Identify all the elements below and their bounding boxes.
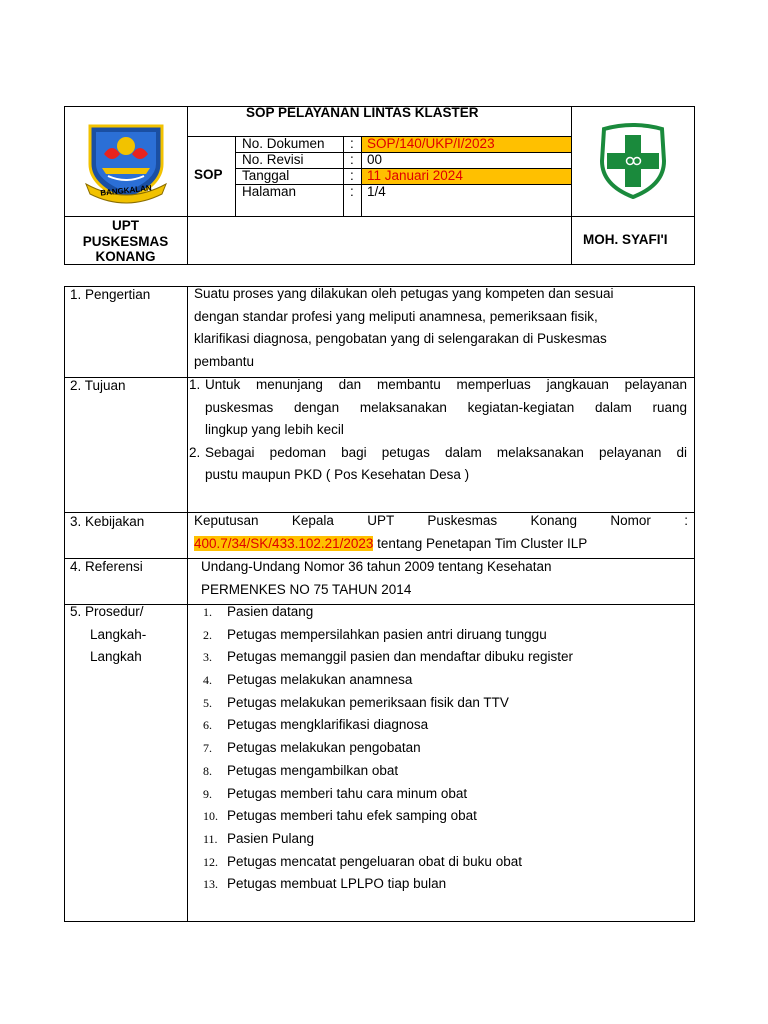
signatory-name: MOH. SYAFI'I: [583, 232, 668, 247]
section-label-kebijakan: 3. Kebijakan: [70, 514, 145, 529]
kebijakan-line-1: Keputusan Kepala UPT Puskesmas Konang Nomor :: [194, 513, 688, 528]
pengertian-line-4: pembantu: [194, 353, 255, 369]
pengertian-text: [194, 283, 688, 373]
tujuan-item-2: [189, 442, 687, 487]
tujuan-1-line-2: puskesmas dengan melaksanakan kegiatan-kegiatan dalam ruang: [205, 399, 687, 415]
procedure-step-text: Petugas memberi tahu efek samping obat: [227, 808, 477, 824]
meta-value-tanggal: [362, 169, 571, 184]
procedure-step-text: Petugas melakukan pengobatan: [227, 740, 421, 756]
referensi-line-2: PERMENKES NO 75 TAHUN 2014: [201, 581, 412, 597]
procedure-step: [203, 783, 683, 806]
kebijakan-line-2: [194, 533, 688, 556]
tujuan-1-line-3: lingkup yang lebih kecil: [205, 422, 344, 437]
logo-caption: BANGKALAN: [99, 183, 153, 198]
prosedur-label-3: Langkah: [90, 649, 142, 664]
procedure-step-text: Petugas mengklarifikasi diagnosa: [227, 717, 429, 733]
procedure-step-text: Petugas melakukan pemeriksaan fisik dan TTV: [227, 694, 509, 710]
procedure-step-number: 7.: [203, 741, 212, 756]
org-line-3: KONANG: [95, 249, 156, 264]
procedure-step-number: 12.: [203, 854, 218, 869]
procedure-step: [203, 714, 683, 737]
procedure-step-text: Petugas memanggil pasien dan mendaftar dibuku register: [227, 649, 573, 665]
meta-label-tanggal: Tanggal: [242, 168, 290, 183]
procedure-step: [203, 601, 683, 624]
prosedur-label-1: 5. Prosedur/: [70, 604, 144, 619]
meta-sep-halaman: :: [350, 184, 354, 199]
procedure-step: [203, 646, 683, 669]
procedure-step-text: Petugas membuat LPLPO tiap bulan: [227, 876, 447, 892]
section-label-prosedur: [70, 601, 182, 669]
kebijakan-text: [194, 510, 688, 555]
pengertian-line-1: Suatu proses yang dilakukan oleh petugas yang kompeten dan sesuai: [194, 286, 614, 301]
procedure-step-number: 10.: [203, 809, 218, 824]
procedure-step-number: 1.: [203, 605, 212, 619]
org-line-2: PUSKESMAS: [82, 233, 169, 249]
procedure-step-number: 4.: [203, 673, 212, 688]
tujuan-2-line-2: pustu maupun PKD ( Pos Kesehatan Desa ): [205, 467, 470, 482]
document-number: SOP/140/UKP/I/2023: [367, 136, 495, 151]
procedure-step-number: 11.: [203, 831, 218, 846]
tujuan-list: [189, 374, 687, 487]
prosedur-label-2: Langkah-: [90, 626, 147, 642]
decree-number: 400.7/34/SK/433.102.21/2023: [194, 535, 374, 551]
procedure-step: [203, 851, 683, 874]
org-line-1: UPT: [112, 218, 139, 233]
meta-label-dokumen: No. Dokumen: [242, 136, 325, 151]
procedure-step: [203, 760, 683, 783]
meta-sep-tanggal: :: [350, 168, 354, 183]
section-label-referensi: 4. Referensi: [70, 559, 143, 574]
procedure-step-number: 9.: [203, 786, 212, 801]
referensi-text: [201, 556, 681, 601]
kebijakan-line-2-rest: tentang Penetapan Tim Cluster ILP: [373, 535, 588, 551]
meta-sep-dokumen: :: [350, 136, 354, 151]
tujuan-num-1: 1.: [189, 377, 201, 392]
procedure-step-text: Petugas melakukan anamnesa: [227, 672, 413, 688]
procedure-step: [203, 624, 683, 647]
puskesmas-logo: [594, 121, 672, 199]
procedure-step-number: 5.: [203, 695, 212, 710]
organization-name: [64, 218, 187, 265]
meta-value-revisi: 00: [367, 152, 383, 167]
tujuan-2-line-1: Sebagai pedoman bagi petugas dalam melaksanakan pelayanan di: [205, 444, 687, 460]
procedure-step: [203, 873, 683, 896]
procedure-step-number: 6.: [203, 718, 212, 733]
pengertian-line-3: klarifikasi diagnosa, pengobatan yang di selengarakan di Puskesmas: [194, 331, 607, 346]
meta-value-dokumen: [362, 137, 571, 152]
bangkalan-logo: [82, 120, 170, 204]
tujuan-1-line-1: Untuk menunjang dan membantu memperluas jangkauan pelayanan: [205, 377, 687, 392]
procedure-step-text: Petugas mencatat pengeluaran obat di buku obat: [227, 853, 522, 869]
procedure-step: [203, 805, 683, 828]
procedure-step: [203, 669, 683, 692]
procedure-step-text: Petugas mengambilkan obat: [227, 762, 399, 778]
procedure-steps: [203, 601, 683, 896]
section-label-pengertian: 1. Pengertian: [70, 287, 151, 302]
procedure-step-number: 13.: [203, 877, 218, 892]
document-date: 11 Januari 2024: [367, 168, 463, 183]
meta-value-halaman: 1/4: [367, 184, 386, 199]
procedure-step-text: Pasien datang: [227, 604, 314, 619]
meta-label-halaman: Halaman: [242, 184, 297, 199]
procedure-step-text: Petugas memberi tahu cara minum obat: [227, 785, 468, 801]
procedure-step: [203, 828, 683, 851]
procedure-step: [203, 692, 683, 715]
sop-label: SOP: [194, 167, 223, 182]
procedure-step: [203, 737, 683, 760]
section-label-tujuan: 2. Tujuan: [70, 378, 126, 393]
meta-sep-revisi: :: [350, 152, 354, 167]
meta-label-revisi: No. Revisi: [242, 152, 304, 167]
procedure-step-number: 3.: [203, 650, 212, 665]
pengertian-line-2: dengan standar profesi yang meliputi anamnesa, pemeriksaan fisik,: [194, 308, 598, 324]
procedure-step-text: Pasien Pulang: [227, 830, 315, 846]
procedure-step-number: 8.: [203, 763, 212, 778]
referensi-line-1: Undang-Undang Nomor 36 tahun 2009 tentang Kesehatan: [201, 559, 552, 574]
document-title: SOP PELAYANAN LINTAS KLASTER: [246, 105, 479, 120]
procedure-step-text: Petugas mempersilahkan pasien antri diruang tunggu: [227, 626, 547, 642]
procedure-step-number: 2.: [203, 627, 212, 642]
tujuan-num-2: 2.: [189, 444, 201, 460]
tujuan-item-1: [189, 374, 687, 442]
